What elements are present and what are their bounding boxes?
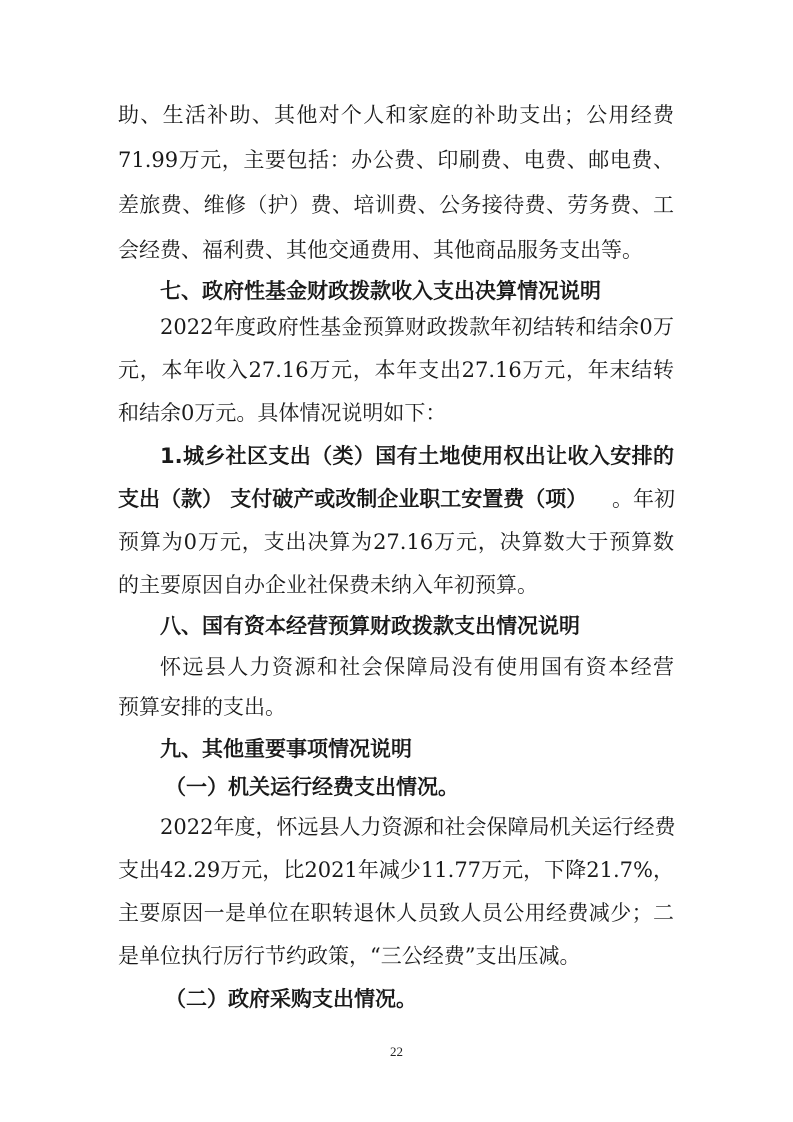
- text-line: 差旅费、维修（护）费、培训费、公务接待费、劳务费、工: [118, 193, 674, 217]
- text-line: 2022年度，怀远县人力资源和社会保障局机关运行经费: [160, 815, 676, 839]
- section-heading: 九、其他重要事项情况说明: [160, 737, 412, 761]
- text-line: 71.99万元，主要包括：办公费、印刷费、电费、邮电费、: [118, 148, 674, 172]
- subsection-heading: 支出（款） 支付破产或改制企业职工安置费（项）: [118, 487, 588, 511]
- subsection-heading: 1.城乡社区支出（类）国有土地使用权出让收入安排的: [160, 444, 674, 468]
- page-number: 22: [390, 1044, 403, 1059]
- text-line: 是单位执行厉行节约政策，“三公经费”支出压减。: [118, 944, 581, 968]
- section-heading: 八、国有资本经营预算财政拨款支出情况说明: [160, 614, 580, 638]
- text-line: 的主要原因自办企业社保费未纳入年初预算。: [118, 573, 538, 597]
- text-line: 预算为0万元，支出决算为27.16万元，决算数大于预算数: [118, 530, 674, 554]
- subsection-heading: （一）机关运行经费支出情况。: [165, 775, 459, 799]
- text-line: 会经费、福利费、其他交通费用、其他商品服务支出等。: [118, 238, 643, 262]
- text-line: 主要原因一是单位在职转退休人员致人员公用经费减少；二: [118, 901, 674, 925]
- text-line: 怀远县人力资源和社会保障局没有使用国有资本经营: [160, 655, 674, 679]
- subsection-heading: （二）政府采购支出情况。: [165, 987, 417, 1011]
- text-line: 支出42.29万元，比2021年减少11.77万元，下降21.7%，: [118, 858, 674, 882]
- text-line: 和结余0万元。具体情况说明如下：: [118, 401, 447, 425]
- text-line: 2022年度政府性基金预算财政拨款年初结转和结余0万: [160, 315, 674, 339]
- section-heading: 七、政府性基金财政拨款收入支出决算情况说明: [160, 279, 601, 303]
- text-line: 助、生活补助、其他对个人和家庭的补助支出；公用经费: [118, 103, 674, 127]
- text-line: 预算安排的支出。: [118, 695, 286, 719]
- text-line: 。年初: [612, 487, 675, 511]
- text-line: 元，本年收入27.16万元，本年支出27.16万元，年末结转: [118, 358, 674, 382]
